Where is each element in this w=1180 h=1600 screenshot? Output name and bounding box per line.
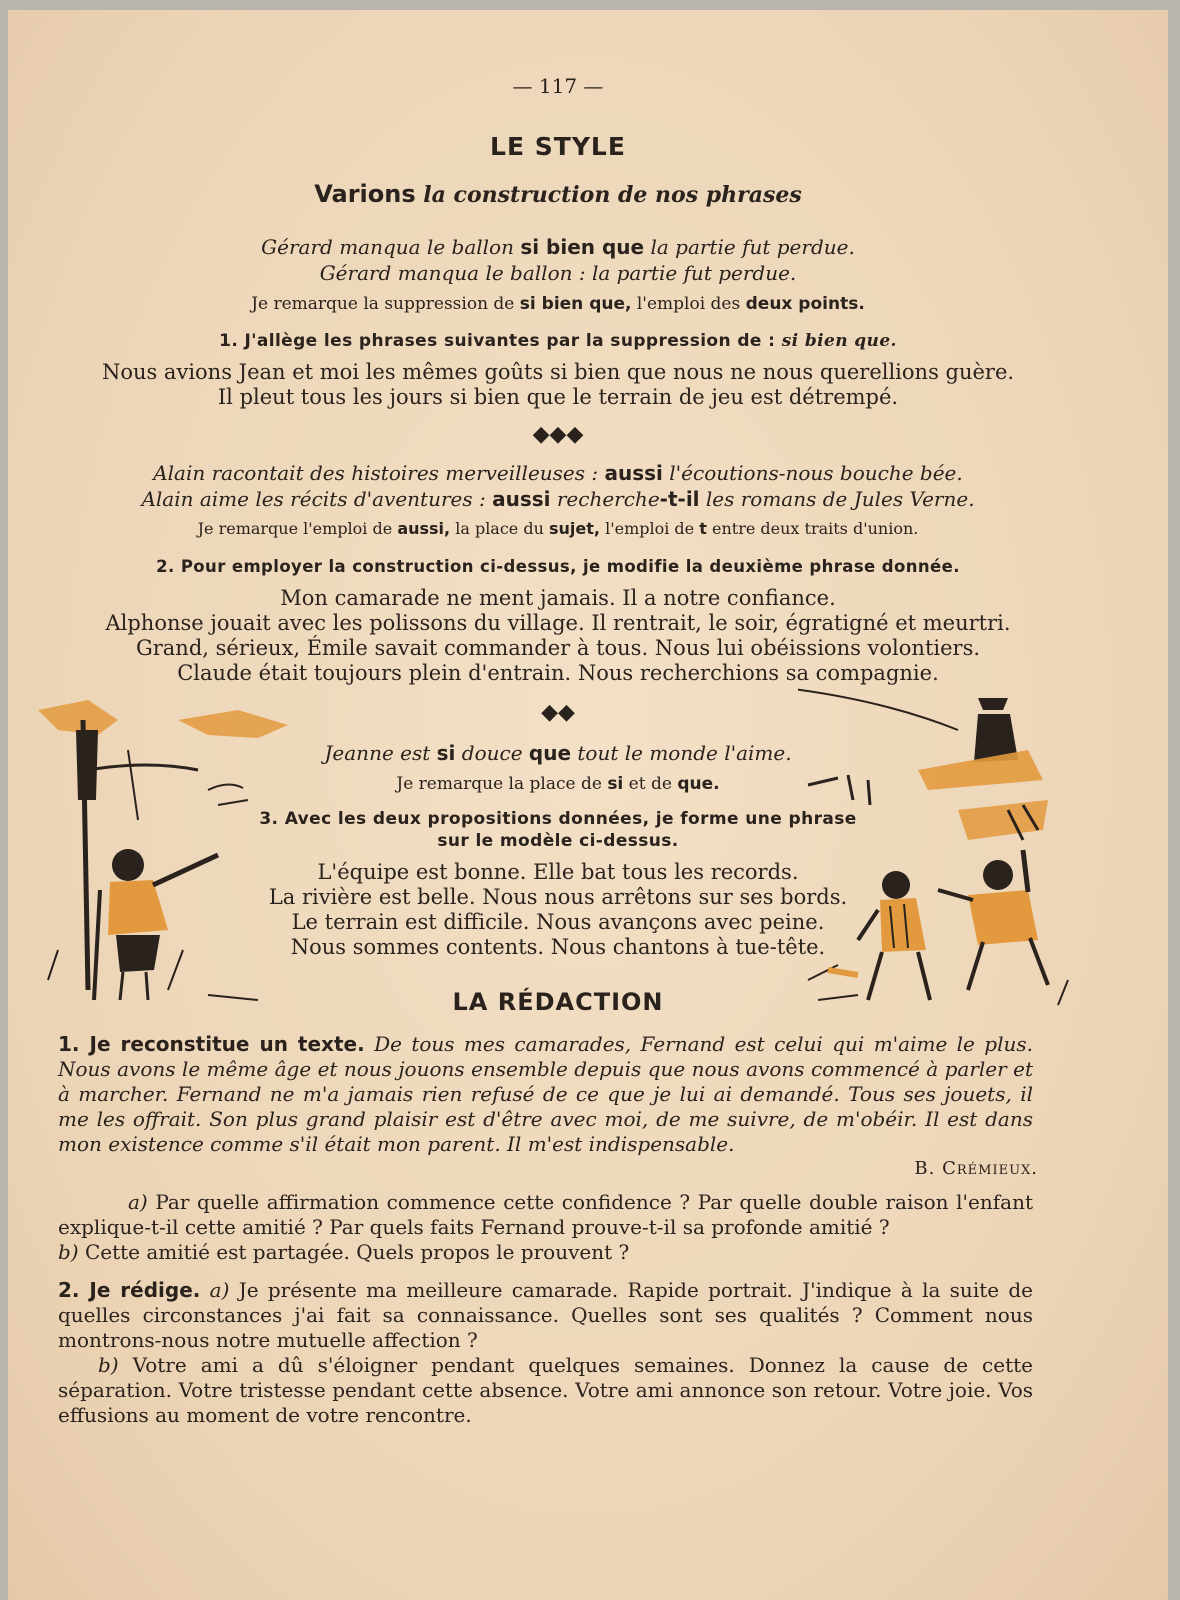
list-item: Il pleut tous les jours si bien que le terrain de jeu est détrempé. bbox=[217, 385, 899, 409]
example-1 bbox=[8, 234, 1108, 286]
exercise-1-sentences bbox=[8, 360, 1108, 410]
question-a: a) Par quelle affirmation commence cette confidence ? Par quelle double raison l'enfant explique-t-il cette amitié ? Par quels faits Fernand prouve-t-il sa profonde amitié ? bbox=[58, 1190, 1033, 1239]
list-item: L'équipe est bonne. Elle bat tous les records. bbox=[317, 860, 799, 884]
remark-3: Je remarque la place de si et de que. bbox=[396, 774, 720, 794]
example-2-line-1: Alain racontait des histoires merveilleuses : aussi l'écoutions-nous bouche bée. bbox=[153, 461, 963, 485]
list-item: Nous sommes contents. Nous chantons à tue-tête. bbox=[290, 935, 826, 959]
list-item: Le terrain est difficile. Nous avançons avec peine. bbox=[291, 910, 825, 934]
list-item: Mon camarade ne ment jamais. Il a notre confiance. bbox=[280, 586, 836, 610]
redaction-questions bbox=[58, 1190, 1033, 1265]
exercise-2-instruction: 2. Pour employer la construction ci-dessus, je modifie la deuxième phrase donnée. bbox=[156, 557, 960, 576]
remark-1: Je remarque la suppression de si bien que, l'emploi des deux points. bbox=[251, 294, 865, 314]
exercise-3-sentences bbox=[8, 860, 1108, 960]
exercise-1-instruction: 1. J'allège les phrases suivantes par la suppression de : si bien que. bbox=[219, 331, 897, 351]
example-1-line-1: Gérard manqua le ballon si bien que la partie fut perdue. bbox=[261, 235, 855, 259]
subtitle-italic: la construction de nos phrases bbox=[423, 182, 802, 208]
item-2-b: b) Votre ami a dû s'éloigner pendant quelques semaines. Donnez la cause de cette séparation. Votre tristesse pendant cette absence. Votre ami annonce son retour. Votre joie. Vos effusions au moment de votre rencontre. bbox=[58, 1353, 1033, 1427]
list-item: Nous avions Jean et moi les mêmes goûts si bien que nous ne nous querellions guère. bbox=[101, 360, 1015, 384]
section-subtitle bbox=[8, 180, 1108, 208]
list-item: Claude était toujours plein d'entrain. Nous recherchions sa compagnie. bbox=[177, 661, 939, 685]
list-item: Grand, sérieux, Émile savait commander à tous. Nous lui obéissions volontiers. bbox=[135, 636, 981, 660]
separator-diamonds-3: ◆◆◆ bbox=[532, 422, 584, 447]
exercise-2-sentences bbox=[8, 586, 1108, 686]
item-1-text: De tous mes camarades, Fernand est celui qui m'aime le plus. Nous avons le même âge et nous jouons ensemble depuis que nous avons commencé à parler et à marcher. Fernand ne m'a jamais rien refusé de ce que je lui ai demandé. Tous ses jouets, il me les offrait. Son plus grand plaisir est d'être avec moi, de me suivre, de m'obéir. Il est dans mon existence comme s'il était mon parent. Il m'est indispensable. bbox=[58, 1032, 1033, 1156]
redaction-item-2 bbox=[58, 1278, 1033, 1428]
item-1-label: 1. Je reconstitue un texte. bbox=[58, 1032, 365, 1056]
example-2-line-2: Alain aime les récits d'aventures : aussi recherche-t-il les romans de Jules Verne. bbox=[141, 487, 975, 511]
subtitle-bold: Varions bbox=[314, 180, 416, 208]
book-page bbox=[8, 10, 1168, 1600]
item-2-a: 2. Je rédige. a) Je présente ma meilleure camarade. Rapide portrait. J'indique à la suite de quelles circonstances j'ai fait sa connaissance. Quelles sont ses qualités ? Comment nous montrons-nous notre mutuelle affection ? bbox=[58, 1278, 1034, 1352]
section-title-redaction: LA RÉDACTION bbox=[452, 988, 664, 1016]
exercise-3-instruction: 3. Avec les deux propositions données, je forme une phrase sur le modèle ci-dessus. bbox=[259, 809, 857, 851]
remark-2: Je remarque l'emploi de aussi, la place du sujet, l'emploi de t entre deux traits d'union. bbox=[197, 519, 919, 538]
separator-diamonds-2: ◆◆ bbox=[541, 700, 575, 725]
redaction-item-1 bbox=[58, 1032, 1033, 1157]
item-1-author: B. Crémieux. bbox=[914, 1158, 1038, 1179]
item-2-label: 2. Je rédige. bbox=[58, 1278, 201, 1302]
section-title-style: LE STYLE bbox=[490, 132, 626, 161]
list-item: La rivière est belle. Nous nous arrêtons sur ses bords. bbox=[268, 885, 848, 909]
example-2 bbox=[8, 460, 1108, 512]
example-3: Jeanne est si douce que tout le monde l'aime. bbox=[324, 741, 792, 765]
list-item: Alphonse jouait avec les polissons du village. Il rentrait, le soir, égratigné et meurtri. bbox=[105, 611, 1011, 635]
page-number: — 117 — bbox=[512, 74, 604, 98]
example-1-line-2: Gérard manqua le ballon : la partie fut perdue. bbox=[319, 261, 797, 285]
question-b: b) Cette amitié est partagée. Quels propos le prouvent ? bbox=[58, 1240, 630, 1264]
